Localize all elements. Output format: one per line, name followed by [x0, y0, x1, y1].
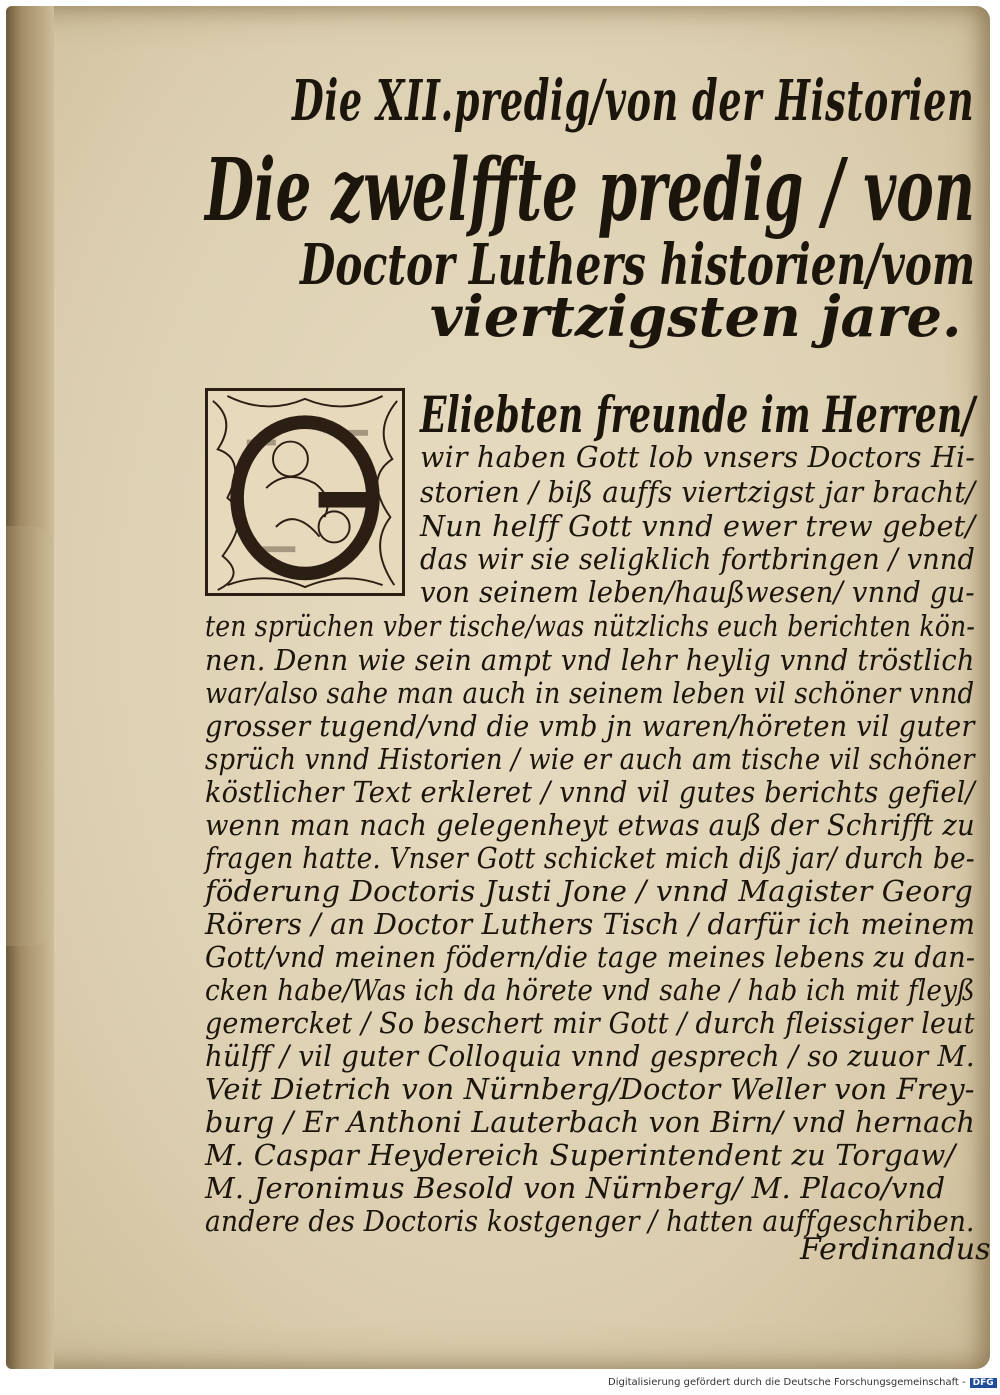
woodcut-initial-illustration: [208, 391, 402, 593]
body-line-16: Rörers / an Doctor Luthers Tisch / darfür ich meinem: [205, 907, 976, 941]
body-line-3: storien / biß auffs viertzigst jar bracht/: [420, 475, 976, 509]
body-line-23: M. Caspar Heydereich Superintendent zu Torgaw/: [205, 1138, 956, 1172]
body-line-6: von seinem leben/haußwesen/ vnnd gu-: [420, 575, 975, 609]
body-line-24: M. Jeronimus Besold von Nürnberg/ M. Placo/vnd: [205, 1171, 946, 1205]
body-line-13: wenn man nach gelegenheyt etwas auß der Schrifft zu: [205, 808, 975, 842]
body-line-12: köstlicher Text erkleret / vnnd vil gutes berichts gefiel/: [205, 775, 975, 809]
body-line-21: Veit Dietrich von Nürnberg/Doctor Weller von Frey-: [205, 1072, 975, 1106]
title-line-3: viertzigsten jare.: [430, 284, 962, 350]
decorated-initial-g: [205, 388, 405, 596]
body-line-11: sprüch vnnd Historien / wie er auch am tische vil schöner: [205, 742, 975, 776]
body-line-1: Eliebten freunde im Herren/: [420, 385, 976, 444]
dfg-logo: DFG: [970, 1378, 997, 1388]
body-line-10: grosser tugend/vnd die vmb jn waren/höreten vil guter: [205, 709, 975, 743]
catchword: Ferdinandus: [800, 1232, 991, 1267]
body-line-25: andere des Doctoris kostgenger / hatten auffgeschriben.: [205, 1204, 975, 1238]
body-line-17: Gott/vnd meinen födern/die tage meines lebens zu dan-: [205, 940, 976, 974]
body-line-14: fragen hatte. Vnser Gott schicket mich diß jar/ durch be-: [205, 841, 975, 875]
body-line-4: Nun helff Gott vnnd ewer trew gebet/: [420, 509, 976, 543]
body-line-15: föderung Doctoris Justi Jone / vnnd Magister Georg: [205, 874, 974, 908]
body-line-9: war/also sahe man auch in seinem leben vil schöner vnnd: [205, 676, 975, 710]
running-heading: Die XII.predig/von der Historien: [292, 68, 975, 134]
body-line-18: cken habe/Was ich da hörete vnd sahe / hab ich mit fleyß: [205, 973, 975, 1007]
page-fold-shadow: [6, 526, 50, 946]
title-line-1: Die zwelffte predig / von: [205, 140, 975, 241]
body-line-20: hülff / vil guter Colloquia vnnd gesprech / so zuuor M.: [205, 1039, 975, 1073]
body-line-22: burg / Er Anthoni Lauterbach von Birn/ vnd hernach: [205, 1105, 976, 1139]
body-line-5: das wir sie seligklich fortbringen / vnnd: [420, 542, 976, 576]
digitization-credit: [608, 1377, 997, 1388]
title-line-2: Doctor Luthers historien/vom: [300, 232, 976, 298]
body-line-7: ten sprüchen vber tische/was nützlichs euch berichten kön-: [205, 609, 976, 643]
body-line-19: gemercket / So beschert mir Gott / durch fleissiger leut: [205, 1006, 975, 1040]
credit-text: Digitalisierung gefördert durch die Deutsche Forschungsgemeinschaft -: [608, 1377, 966, 1388]
body-line-8: nen. Denn wie sein ampt vnd lehr heylig vnnd tröstlich: [205, 643, 975, 677]
body-line-2: wir haben Gott lob vnsers Doctors Hi-: [420, 440, 976, 474]
